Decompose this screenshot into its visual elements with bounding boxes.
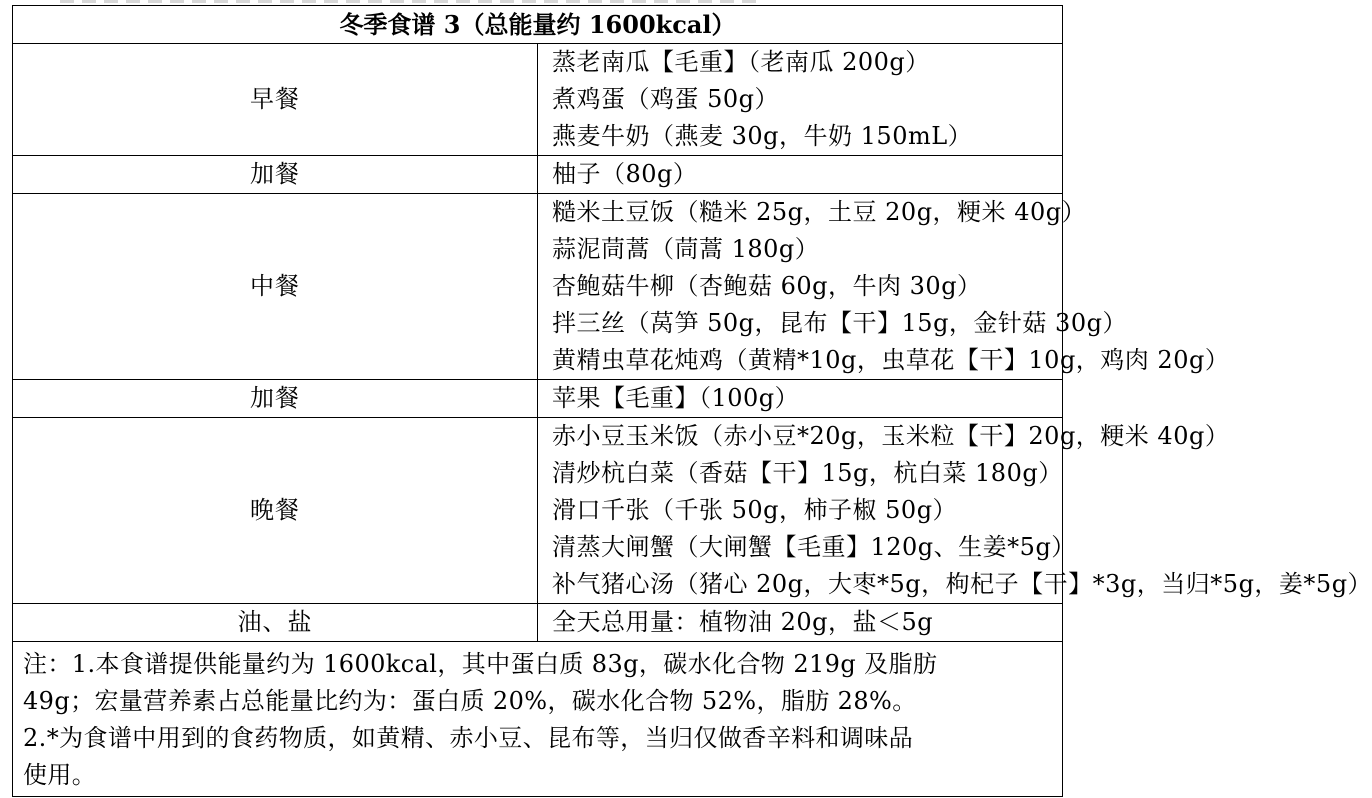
meal-items-oil-salt [538, 604, 1063, 642]
meal-items-dinner [538, 418, 1372, 604]
meal-row-breakfast [13, 44, 1063, 156]
meal-item: 杏鲍菇牛柳（杏鲍菇 60g，牛肉 30g） [552, 272, 982, 300]
meal-row-dinner [13, 418, 1063, 604]
cropped-previous-line [60, 0, 760, 3]
meal-item: 全天总用量：植物油 20g，盐＜5g [552, 608, 934, 636]
meal-name-lunch: 中餐 [13, 194, 538, 380]
note-line: 2.*为食谱中用到的食药物质，如黄精、赤小豆、昆布等，当归仅做香辛料和调味品 [23, 724, 914, 752]
meal-item: 赤小豆玉米饭（赤小豆*20g，玉米粒【干】20g，粳米 40g） [552, 422, 1230, 450]
meal-row-snack-2 [13, 380, 1063, 418]
meal-item: 蒸老南瓜【毛重】（老南瓜 200g） [552, 48, 930, 76]
meal-item: 黄精虫草花炖鸡（黄精*10g，虫草花【干】10g，鸡肉 20g） [552, 346, 1230, 374]
meal-item: 清炒杭白菜（香菇【干】15g，杭白菜 180g） [552, 459, 1063, 487]
notes-cell [13, 642, 1063, 797]
meal-item: 蒜泥茼蒿（茼蒿 180g） [552, 235, 820, 263]
meal-name-snack-1: 加餐 [13, 156, 538, 194]
meal-item: 煮鸡蛋（鸡蛋 50g） [552, 85, 780, 113]
meal-name-snack-2: 加餐 [13, 380, 538, 418]
meal-row-snack-1 [13, 156, 1063, 194]
meal-item: 滑口千张（千张 50g，柿子椒 50g） [552, 496, 958, 524]
meal-name-oil-salt: 油、盐 [13, 604, 538, 642]
meal-item: 苹果【毛重】（100g） [552, 384, 800, 412]
meal-row-oil-salt [13, 604, 1063, 642]
note-line: 49g；宏量营养素占总能量比约为：蛋白质 20%，碳水化合物 52%，脂肪 28%。 [23, 687, 917, 715]
meal-item: 补气猪心汤（猪心 20g，大枣*5g，枸杞子【干】*3g，当归*5g，姜*5g） [552, 570, 1372, 598]
meal-item: 柚子（80g） [552, 160, 698, 188]
meal-items-snack-2 [538, 380, 1063, 418]
meal-item: 拌三丝（莴笋 50g，昆布【干】15g，金针菇 30g） [552, 309, 1127, 337]
table-title: 冬季食谱 3（总能量约 1600kcal） [13, 6, 1063, 44]
meal-row-lunch [13, 194, 1063, 380]
meal-items-snack-1 [538, 156, 1063, 194]
note-line: 使用。 [23, 761, 97, 789]
notes-row [13, 642, 1063, 797]
meal-item: 糙米土豆饭（糙米 25g，土豆 20g，粳米 40g） [552, 198, 1087, 226]
meal-item: 燕麦牛奶（燕麦 30g，牛奶 150mL） [552, 122, 973, 150]
note-line: 注：1.本食谱提供能量约为 1600kcal，其中蛋白质 83g，碳水化合物 219g 及脂肪 [23, 650, 938, 678]
meal-name-breakfast: 早餐 [13, 44, 538, 156]
meal-items-lunch [538, 194, 1230, 380]
meal-name-dinner: 晚餐 [13, 418, 538, 604]
title-row [13, 6, 1063, 44]
meal-item: 清蒸大闸蟹（大闸蟹【毛重】120g、生姜*5g） [552, 533, 1076, 561]
recipe-table [12, 5, 1372, 797]
meal-items-breakfast [538, 44, 1063, 156]
